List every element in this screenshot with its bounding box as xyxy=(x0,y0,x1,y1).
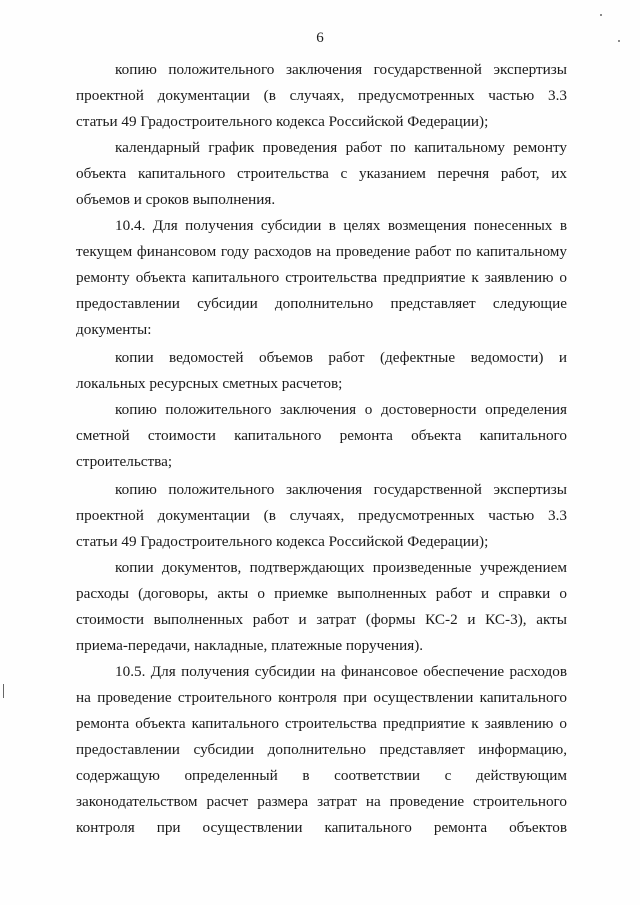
text-line: копию положительного заключения о достоверности определения xyxy=(115,401,567,418)
text-line: объекта капитального строительства с указанием перечня работ, их xyxy=(76,165,567,182)
text-line: приема-передачи, накладные, платежные поручения). xyxy=(76,637,424,654)
text-line: документы: xyxy=(76,321,152,338)
text-line: предоставлении субсидии дополнительно представляет следующие xyxy=(76,295,567,312)
text-line: календарный график проведения работ по капитальному ремонту xyxy=(115,139,567,156)
text-line: 10.5. Для получения субсидии на финансовое обеспечение расходов xyxy=(115,663,567,680)
text-line: проектной документации (в случаях, предусмотренных частью 3.3 xyxy=(76,507,567,524)
text-line: содержащую определенный в соответствии с действующим xyxy=(76,767,567,784)
text-line: 10.4. Для получения субсидии в целях возмещения понесенных в xyxy=(115,217,567,234)
text-line: копию положительного заключения государственной экспертизы xyxy=(115,61,567,78)
scan-speck xyxy=(618,40,620,42)
text-line: копии документов, подтверждающих произведенные учреждением xyxy=(115,559,567,576)
text-line: на проведение строительного контроля при осуществлении капитального xyxy=(76,689,567,706)
text-line: стоимости выполненных работ и затрат (формы КС-2 и КС-3), акты xyxy=(76,611,567,628)
text-line: строительства; xyxy=(76,453,173,470)
text-line: ремонту объекта капитального строительства предприятие к заявлению о xyxy=(76,269,567,286)
text-line: копии ведомостей объемов работ (дефектные ведомости) и xyxy=(115,349,567,366)
text-line: ремонта объекта капитального строительства предприятие к заявлению о xyxy=(76,715,567,732)
text-line: проектной документации (в случаях, предусмотренных частью 3.3 xyxy=(76,87,567,104)
page-number: 6 xyxy=(316,30,324,46)
text-line: текущем финансовом году расходов на проведение работ по капитальному xyxy=(76,243,567,260)
text-line: статьи 49 Градостроительного кодекса Российской Федерации); xyxy=(76,533,489,550)
text-line: копию положительного заключения государственной экспертизы xyxy=(115,481,567,498)
text-line: контроля при осуществлении капитального ремонта объектов xyxy=(76,819,567,836)
text-line: объемов и сроков выполнения. xyxy=(76,191,276,208)
text-line: локальных ресурсных сметных расчетов; xyxy=(76,375,343,392)
scan-speck xyxy=(600,14,602,16)
scan-edge-mark xyxy=(3,684,4,698)
text-line: сметной стоимости капитального ремонта объекта капитального xyxy=(76,427,567,444)
text-line: законодательством расчет размера затрат на проведение строительного xyxy=(76,793,567,810)
text-line: расходы (договоры, акты о приемке выполненных работ и справки о xyxy=(76,585,567,602)
text-line: предоставлении субсидии дополнительно представляет информацию, xyxy=(76,741,567,758)
text-line: статьи 49 Градостроительного кодекса Российской Федерации); xyxy=(76,113,489,130)
